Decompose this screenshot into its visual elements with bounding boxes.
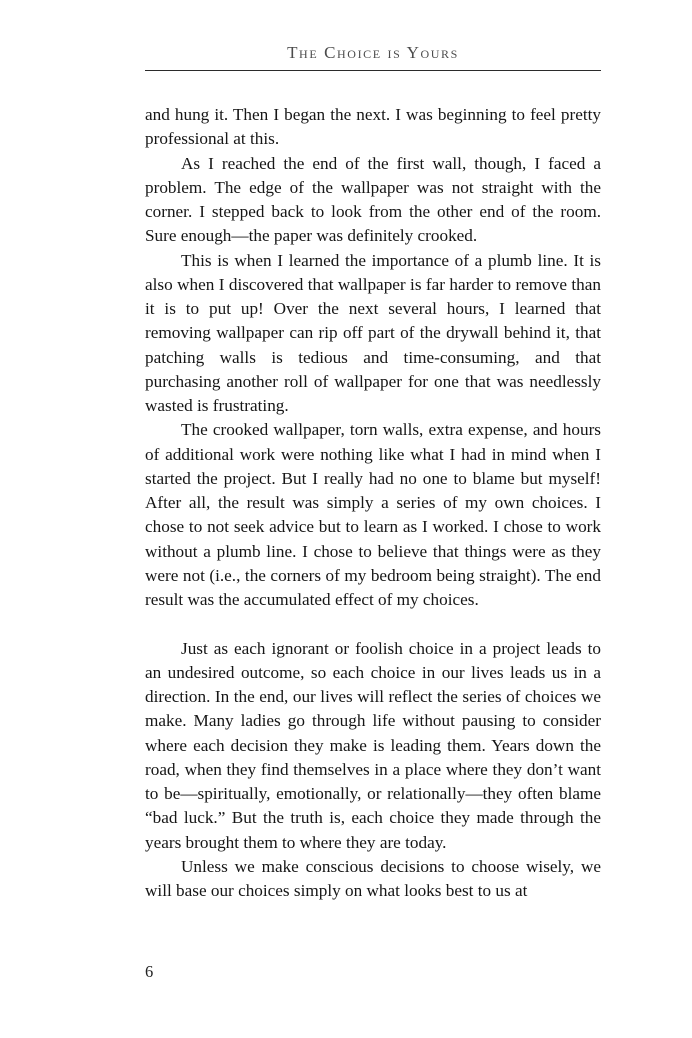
header-rule (145, 70, 601, 71)
paragraph: Just as each ignorant or foolish choice in a project leads to an undesired outcome, so each choice in our lives leads us in a direction. In the end, our lives will reflect the series of choices we make. Many ladies go through life without pausing to consider where each decision they make is leading them. Years down the road, when they find themselves in a place where they don’t want to be—spiritually, emotionally, or relationally—they often blame “bad luck.” But the truth is, each choice they made through the years brought them to where they are today. (145, 638, 601, 852)
paragraph: Unless we make conscious decisions to choose wisely, we will base our choices simply on what looks best to us at (145, 856, 601, 900)
paragraph: This is when I learned the importance of a plumb line. It is also when I discovered that wallpaper is far harder to remove than it is to put up! Over the next several hours, I learned that removing wallpaper can rip off part of the drywall behind it, that patching walls is tedious and time-consuming, and that purchasing another roll of wallpaper for one that was needlessly wasted is frustrating. (145, 250, 601, 415)
running-header-title: The Choice is Yours (287, 43, 459, 62)
body-text-block (145, 103, 601, 903)
paragraph: As I reached the end of the first wall, though, I faced a problem. The edge of the wallpaper was not straight with the corner. I stepped back to look from the other end of the room. Sure enough—the paper was definitely crooked. (145, 153, 601, 246)
page-number: 6 (145, 962, 154, 981)
paragraph: The crooked wallpaper, torn walls, extra expense, and hours of additional work were nothing like what I had in mind when I started the project. But I really had no one to blame but myself! After all, the result was simply a series of my own choices. I chose to not seek advice but to learn as I worked. I chose to work without a plumb line. I chose to believe that things were as they were not (i.e., the corners of my bedroom being straight). The end result was the accumulated effect of my choices. (145, 420, 601, 609)
paragraph: and hung it. Then I began the next. I was beginning to feel pretty professional at this. (145, 105, 601, 149)
